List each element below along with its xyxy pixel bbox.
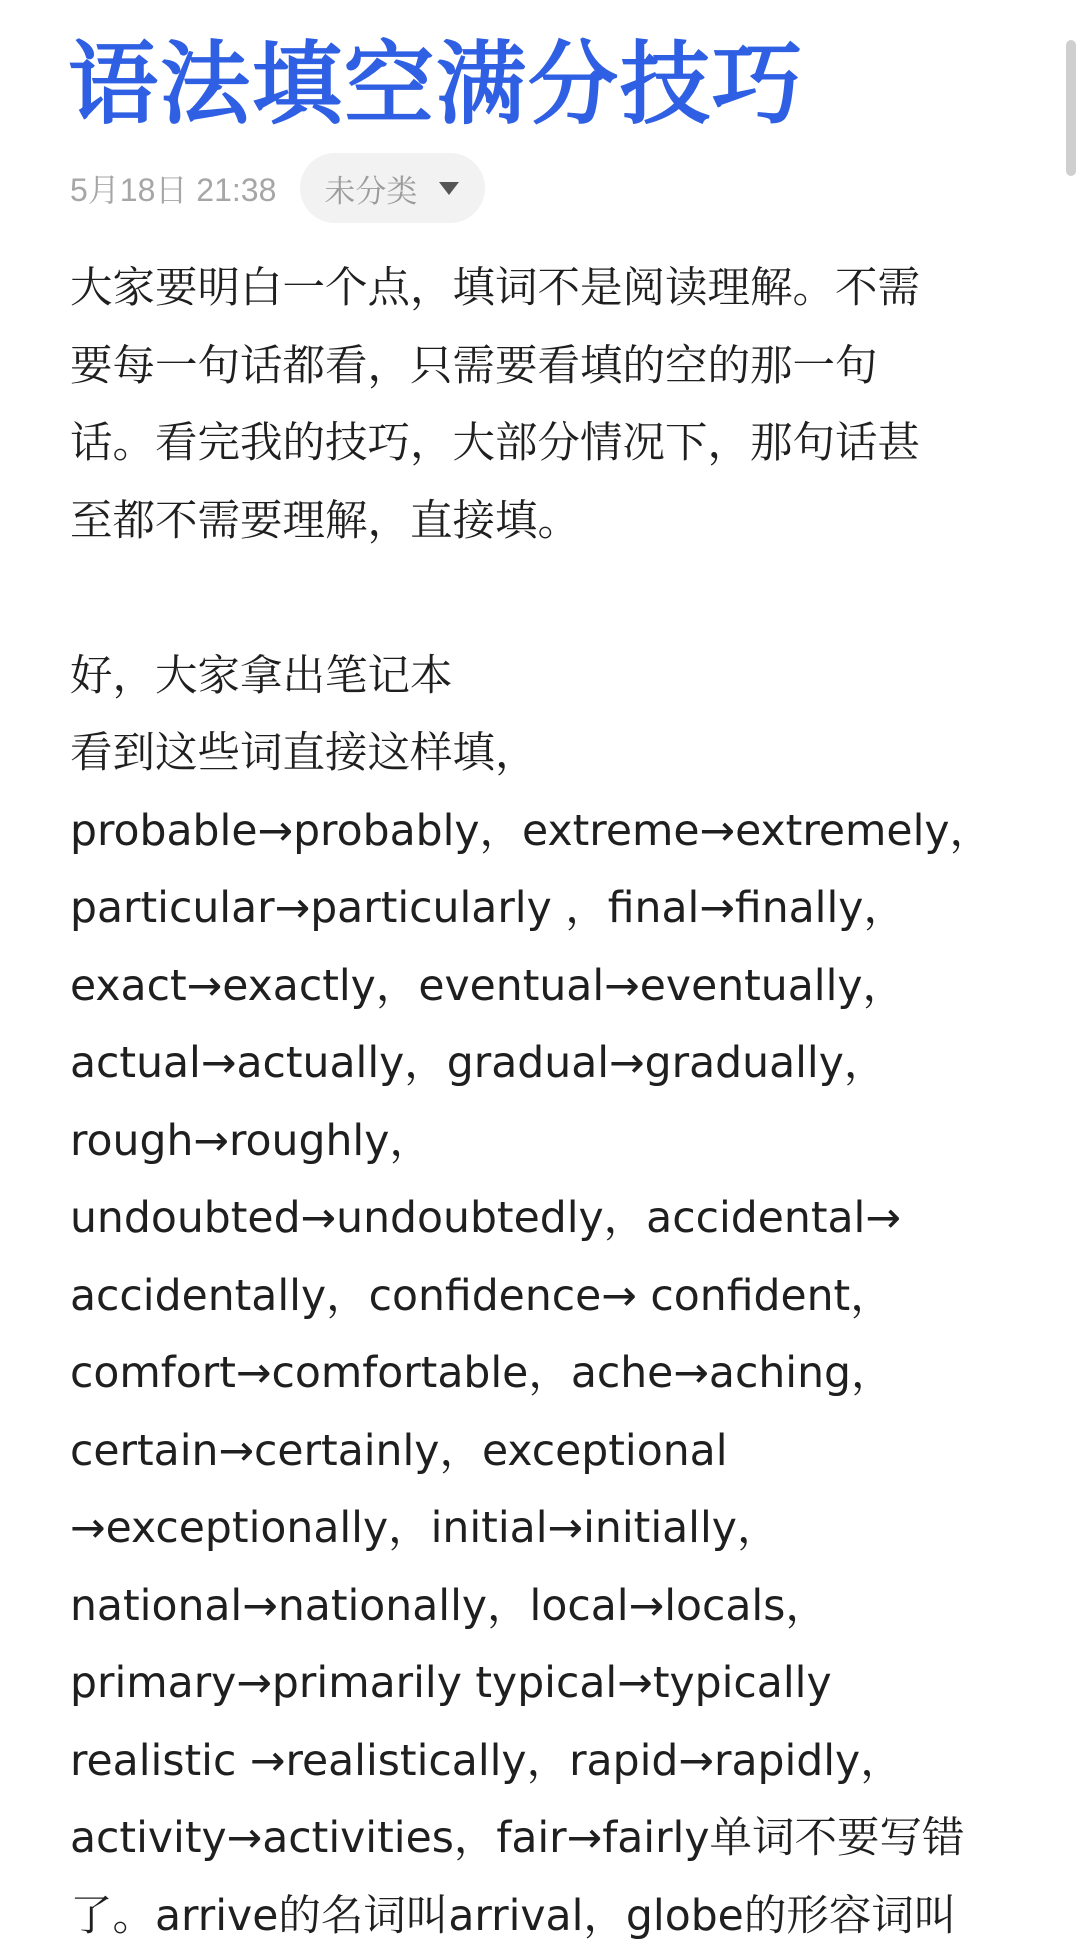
text-line: accidentally，confidence→ confident， (70, 1271, 893, 1321)
text-line: exact→exactly，eventual→eventually， (70, 961, 906, 1011)
text-line: 了。arrive的名词叫arrival，globe的形容词叫 (70, 1891, 957, 1941)
text-line: 至都不需要理解，直接填。 (70, 496, 581, 546)
text-line: national→nationally，local→locals， (70, 1581, 828, 1631)
text-line: particular→particularly ，final→finally， (70, 884, 906, 933)
text-line: 大家要明白一个点，填词不是阅读理解。不需 (70, 264, 921, 313)
category-selector[interactable] (300, 153, 485, 223)
intro-paragraph (70, 250, 1005, 560)
note-date: 5月18日 21:38 (70, 172, 277, 208)
text-line: 话。看完我的技巧，大部分情况下，那句话甚 (70, 419, 921, 468)
text-line: rough→roughly， (70, 1116, 432, 1166)
text-line: →exceptionally，initial→initially， (70, 1504, 780, 1553)
text-line: comfort→comfortable，ache→aching， (70, 1349, 894, 1398)
text-line: realistic →realistically，rapid→rapidly， (70, 1736, 903, 1786)
text-line: actual→actually，gradual→gradually， (70, 1039, 887, 1088)
paragraph-gap (70, 560, 1005, 638)
text-line: undoubted→undoubtedly，accidental→ (70, 1194, 901, 1243)
text-line: 好，大家拿出笔记本 (70, 651, 453, 701)
category-label: 未分类 (324, 173, 418, 210)
text-line: probable→probably，extreme→extremely， (70, 806, 993, 856)
note-body[interactable] (70, 250, 1005, 1955)
word-list-paragraph (70, 638, 1005, 1955)
text-line: certain→certainly，exceptional (70, 1426, 728, 1476)
note-meta (70, 152, 485, 224)
text-line: 要每一句话都看，只需要看填的空的那一句 (70, 341, 878, 391)
text-line: 看到这些词直接这样填， (70, 729, 538, 778)
scrollbar-thumb[interactable] (1066, 40, 1076, 176)
note-title[interactable]: 语法填空满分技巧 (68, 32, 804, 137)
caret-down-icon (439, 182, 459, 195)
text-line: primary→primarily typical→typically (70, 1659, 832, 1708)
text-line: activity→activities，fair→fairly单词不要写错 (70, 1814, 965, 1863)
